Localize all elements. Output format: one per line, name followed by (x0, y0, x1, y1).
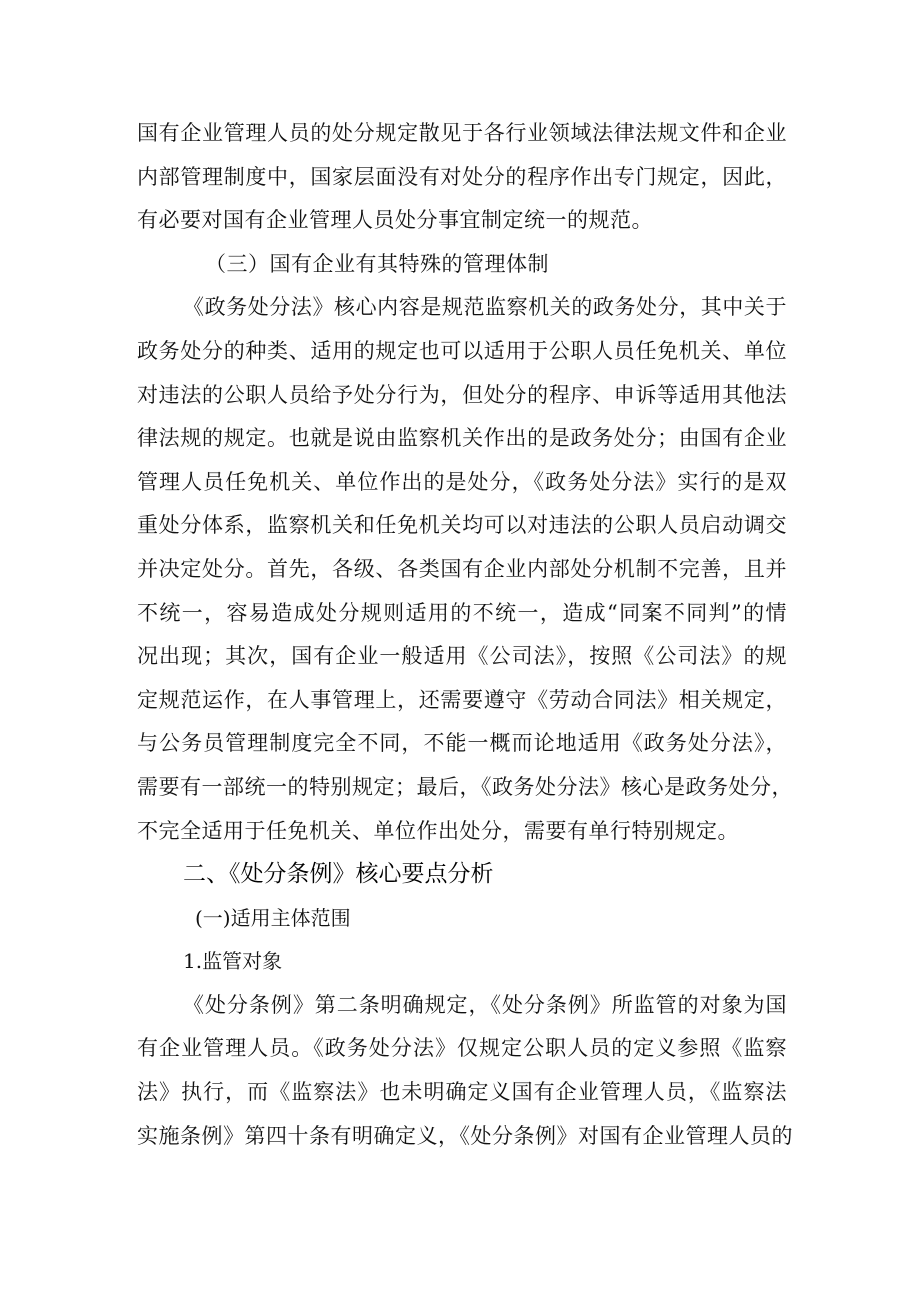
body-text-line: 定规范运作，在人事管理上，还需要遵守《劳动合同法》相关规定， (137, 687, 787, 712)
body-text-line: 《政务处分法》核心内容是规范监察机关的政务处分，其中关于 (183, 295, 787, 320)
body-text-line: 与公务员管理制度完全不同，不能一概而论地适用《政务处分法》， (137, 731, 787, 756)
body-text-line: 况出现；其次，国有企业一般适用《公司法》，按照《公司法》的规 (137, 644, 787, 669)
body-text-line: 对违法的公职人员给予处分行为，但处分的程序、申诉等适用其他法 (137, 382, 787, 407)
document-body (137, 112, 793, 1158)
subheading-three: （三）国有企业有其特殊的管理体制 (205, 251, 549, 276)
subheading-scope: (一)适用主体范围 (195, 905, 351, 930)
body-text-line: 不完全适用于任免机关、单位作出处分，需要有单行特别规定。 (137, 818, 739, 843)
body-text-line: 需要有一部统一的特别规定；最后，《政务处分法》核心是政务处分， (137, 774, 793, 799)
body-text-line: 管理人员任免机关、单位作出的是处分，《政务处分法》实行的是双 (137, 469, 787, 494)
body-text-line: 不统一，容易造成处分规则适用的不统一，造成“同案不同判”的情 (137, 600, 787, 625)
body-text-line: 政务处分的种类、适用的规定也可以适用于公职人员任免机关、单位 (137, 338, 787, 363)
body-text-line: 重处分体系，监察机关和任免机关均可以对违法的公职人员启动调交 (137, 513, 787, 538)
body-text-line: 律法规的规定。也就是说由监察机关作出的是政务处分；由国有企业 (137, 426, 787, 451)
body-text-line: 有必要对国有企业管理人员处分事宜制定统一的规范。 (137, 208, 653, 233)
subheading-supervised-objects: 1.监管对象 (183, 949, 283, 974)
body-text-line: 国有企业管理人员的处分规定散见于各行业领域法律法规文件和企业 (137, 121, 787, 145)
body-text-line: 内部管理制度中，国家层面没有对处分的程序作出专门规定，因此， (137, 164, 787, 189)
body-text-line: 实施条例》第四十条有明确定义，《处分条例》对国有企业管理人员的 (137, 1123, 793, 1148)
body-text-line: 法》执行，而《监察法》也未明确定义国有企业管理人员，《监察法 (137, 1080, 787, 1105)
body-text-line: 有企业管理人员。《政务处分法》仅规定公职人员的定义参照《监察 (137, 1036, 787, 1061)
section-heading-two: 二、《处分条例》核心要点分析 (183, 861, 494, 888)
body-text-line: 并决定处分。首先，各级、各类国有企业内部处分机制不完善，且并 (137, 556, 787, 581)
body-text-line: 《处分条例》第二条明确规定，《处分条例》所监管的对象为国 (183, 992, 787, 1017)
